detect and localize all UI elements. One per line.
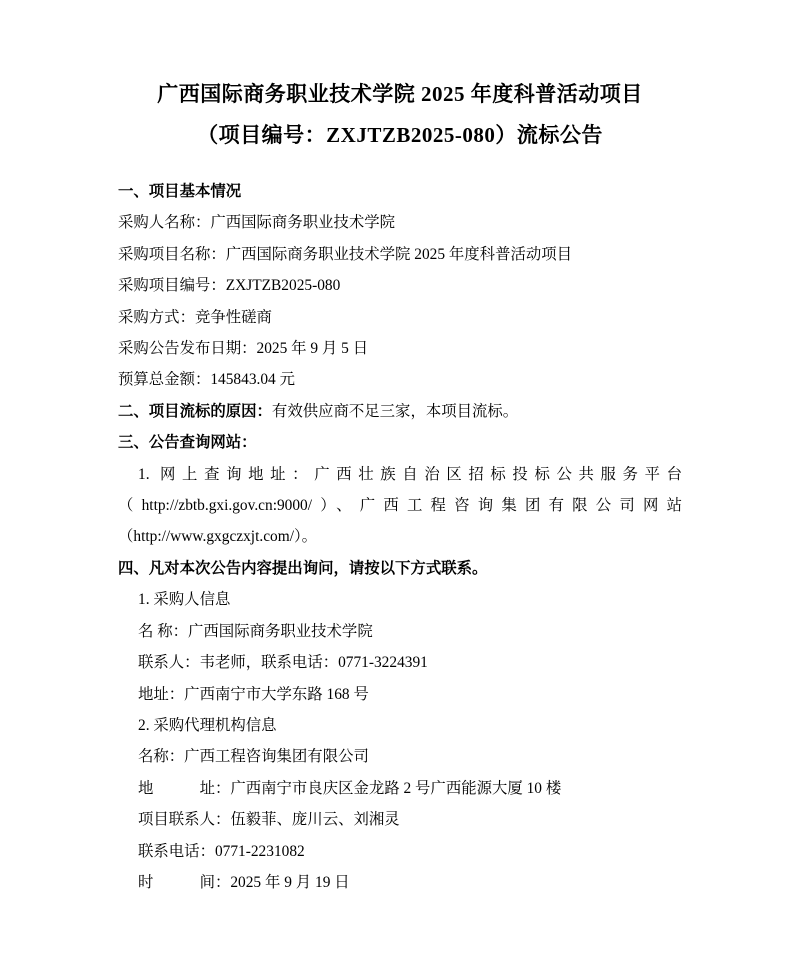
- agency-address-line: 地 址：广西南宁市良庆区金龙路 2 号广西能源大厦 10 楼: [138, 779, 562, 797]
- section2-heading-reason-line: [118, 396, 682, 427]
- section4-heading: 四、凡对本次公告内容提出询问，请按以下方式联系。: [118, 559, 488, 577]
- agency-name-line: 名称：广西工程咨询集团有限公司: [138, 748, 369, 766]
- query-address-line-1: 1. 网上查询地址：广西壮族自治区招标投标公共服务平台: [138, 465, 682, 483]
- agency-contacts-line: 项目联系人：伍毅菲、庞川云、刘湘灵: [138, 811, 400, 829]
- title-line-1: 广西国际商务职业技术学院 2025 年度科普活动项目: [157, 82, 643, 106]
- purchaser-contact-line: 联系人：韦老师，联系电话：0771-3224391: [138, 654, 428, 672]
- announcement-date-line: 采购公告发布日期：2025 年 9 月 5 日: [118, 340, 369, 358]
- project-name-line: 采购项目名称：广西国际商务职业技术学院 2025 年度科普活动项目: [118, 245, 573, 263]
- document-body: [118, 176, 682, 898]
- budget-total-line: 预算总金额：145843.04 元: [118, 371, 295, 389]
- failure-reason-text: 有效供应商不足三家，本项目流标。: [271, 402, 519, 420]
- title-line-2: （项目编号：ZXJTZB2025-080）流标公告: [197, 123, 603, 147]
- document-title: [118, 74, 682, 156]
- project-number-line: 采购项目编号：ZXJTZB2025-080: [118, 277, 341, 295]
- query-address-line-2: （http://zbtb.gxi.gov.cn:9000/）、广西工程咨询集团有限公司网站: [118, 497, 682, 515]
- agency-phone-line: 联系电话：0771-2231082: [138, 842, 305, 860]
- procurement-method-line: 采购方式：竞争性磋商: [118, 308, 272, 326]
- purchaser-name-line: 采购人名称：广西国际商务职业技术学院: [118, 214, 396, 232]
- section1-heading: 一、项目基本情况: [118, 183, 242, 200]
- agency-info-heading: 2. 采购代理机构信息: [138, 716, 277, 734]
- purchaser-info-heading: 1. 采购人信息: [138, 591, 231, 609]
- section2-heading-label: 二、项目流标的原因：: [118, 402, 272, 420]
- query-address-line-3: （http://www.gxgczxjt.com/）。: [118, 528, 318, 546]
- purchaser-detail-name-line: 名 称：广西国际商务职业技术学院: [138, 622, 373, 640]
- announcement-time-line: 时 间：2025 年 9 月 19 日: [138, 873, 350, 891]
- section3-heading: 三、公告查询网站：: [118, 434, 257, 452]
- purchaser-address-line: 地址：广西南宁市大学东路 168 号: [138, 685, 369, 703]
